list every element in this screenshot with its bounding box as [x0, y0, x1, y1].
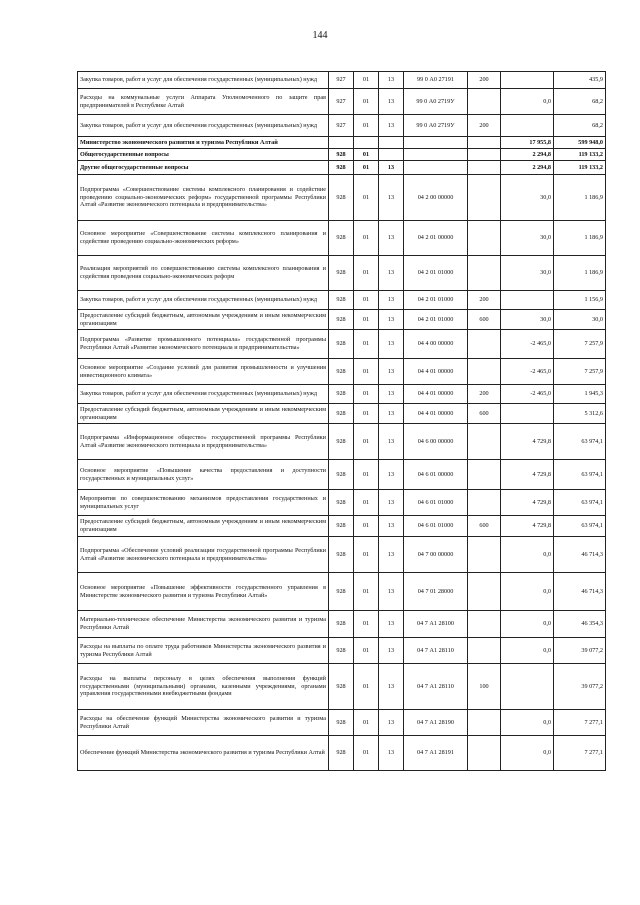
subsection-code: 13 [379, 638, 404, 664]
subsection-code: 13 [379, 385, 404, 404]
amount-change: -2 465,0 [501, 385, 554, 404]
target-article-code: 99 0 А0 27191 [404, 72, 468, 89]
amount-change: -2 465,0 [501, 330, 554, 359]
amount-total: 63 974,1 [554, 490, 606, 516]
target-article-code [404, 137, 468, 149]
table-row [78, 404, 606, 424]
amount-total: 46 354,3 [554, 611, 606, 638]
section-code: 01 [354, 256, 379, 291]
expense-type-code [468, 359, 501, 385]
row-name: Основное мероприятие «Совершенствование системы комплексного планирования и содействие проведению социально-экономических реформ» [78, 221, 329, 256]
amount-change: 4 729,8 [501, 460, 554, 490]
subsection-code: 13 [379, 664, 404, 710]
ministry-code: 928 [329, 638, 354, 664]
expense-type-code: 600 [468, 516, 501, 537]
subsection-code: 13 [379, 404, 404, 424]
target-article-code: 04 7 А1 28100 [404, 611, 468, 638]
expense-type-code [468, 424, 501, 460]
ministry-code: 927 [329, 89, 354, 115]
ministry-code [329, 137, 354, 149]
row-name: Закупка товаров, работ и услуг для обеспечения государственных (муниципальных) нужд [78, 291, 329, 310]
subsection-code: 13 [379, 424, 404, 460]
section-code: 01 [354, 385, 379, 404]
row-name: Основное мероприятие «Повышение эффективности государственного управления в Министерстве экономического развития и туризма Республики Алтай» [78, 573, 329, 611]
section-code: 01 [354, 664, 379, 710]
section-code: 01 [354, 460, 379, 490]
section-code: 01 [354, 310, 379, 330]
table-row [78, 611, 606, 638]
amount-total: 7 277,1 [554, 736, 606, 771]
amount-total: 1 186,9 [554, 221, 606, 256]
table-row [78, 310, 606, 330]
subsection-code: 13 [379, 72, 404, 89]
ministry-code: 928 [329, 537, 354, 573]
target-article-code: 04 4 01 00000 [404, 385, 468, 404]
target-article-code: 04 4 00 00000 [404, 330, 468, 359]
expense-type-code [468, 638, 501, 664]
expense-type-code [468, 490, 501, 516]
subsection-code: 13 [379, 611, 404, 638]
table-row [78, 537, 606, 573]
subsection-code: 13 [379, 175, 404, 221]
table-row [78, 516, 606, 537]
ministry-code: 928 [329, 291, 354, 310]
row-name: Расходы на выплаты по оплате труда работников Министерства экономического развития и туризма Республики Алтай [78, 638, 329, 664]
expense-type-code: 200 [468, 385, 501, 404]
amount-total: 1 156,9 [554, 291, 606, 310]
table-row [78, 664, 606, 710]
target-article-code: 99 0 А0 2719У [404, 89, 468, 115]
amount-total: 5 312,6 [554, 404, 606, 424]
subsection-code: 13 [379, 710, 404, 736]
amount-change: 2 294,8 [501, 161, 554, 175]
section-code [354, 137, 379, 149]
row-name: Министерство экономического развития и туризма Республики Алтай [78, 137, 329, 149]
table-row [78, 710, 606, 736]
table-row [78, 149, 606, 161]
subsection-code: 13 [379, 221, 404, 256]
ministry-code: 928 [329, 330, 354, 359]
ministry-code: 928 [329, 611, 354, 638]
subsection-code: 13 [379, 330, 404, 359]
row-name: Расходы на коммунальные услуги Аппарата Уполномоченного по защите прав предпринимателей в Республике Алтай [78, 89, 329, 115]
target-article-code: 04 2 01 01000 [404, 256, 468, 291]
amount-change: 4 729,8 [501, 490, 554, 516]
expense-type-code [468, 89, 501, 115]
ministry-code: 928 [329, 664, 354, 710]
section-code: 01 [354, 611, 379, 638]
section-code: 01 [354, 115, 379, 137]
section-code: 01 [354, 516, 379, 537]
amount-change: 2 294,8 [501, 149, 554, 161]
table-row [78, 137, 606, 149]
amount-total: 599 948,0 [554, 137, 606, 149]
ministry-code: 928 [329, 490, 354, 516]
table-row [78, 330, 606, 359]
amount-total: 46 714,3 [554, 537, 606, 573]
subsection-code [379, 149, 404, 161]
amount-total: 63 974,1 [554, 424, 606, 460]
amount-total: 39 077,2 [554, 638, 606, 664]
section-code: 01 [354, 89, 379, 115]
amount-change: 4 729,8 [501, 516, 554, 537]
subsection-code [379, 137, 404, 149]
section-code: 01 [354, 404, 379, 424]
row-name: Подпрограмма «Развитие промышленного потенциала» государственной программы Республики Алтай «Развитие экономического потенциала и предпринимательства» [78, 330, 329, 359]
subsection-code: 13 [379, 256, 404, 291]
target-article-code: 04 2 01 00000 [404, 221, 468, 256]
amount-change [501, 404, 554, 424]
section-code: 01 [354, 359, 379, 385]
amount-change: 0,0 [501, 573, 554, 611]
subsection-code: 13 [379, 490, 404, 516]
ministry-code: 928 [329, 359, 354, 385]
target-article-code: 04 7 А1 28191 [404, 736, 468, 771]
table-row [78, 424, 606, 460]
target-article-code: 04 7 А1 28110 [404, 638, 468, 664]
amount-total: 68,2 [554, 115, 606, 137]
subsection-code: 13 [379, 115, 404, 137]
table-row [78, 460, 606, 490]
amount-change: 0,0 [501, 710, 554, 736]
amount-total: 39 077,2 [554, 664, 606, 710]
subsection-code: 13 [379, 573, 404, 611]
page-number: 144 [312, 30, 328, 41]
target-article-code: 04 4 01 00000 [404, 404, 468, 424]
amount-change: 30,0 [501, 310, 554, 330]
amount-change: 17 955,8 [501, 137, 554, 149]
section-code: 01 [354, 149, 379, 161]
amount-total: 1 186,9 [554, 256, 606, 291]
target-article-code: 04 7 01 28000 [404, 573, 468, 611]
amount-change: 0,0 [501, 611, 554, 638]
section-code: 01 [354, 573, 379, 611]
row-name: Подпрограмма «Информационное общество» государственной программы Республики Алтай «Развитие экономического потенциала и предпринимательства» [78, 424, 329, 460]
table-row [78, 573, 606, 611]
section-code: 01 [354, 291, 379, 310]
amount-change: 30,0 [501, 175, 554, 221]
subsection-code: 13 [379, 516, 404, 537]
amount-change: 30,0 [501, 256, 554, 291]
ministry-code: 928 [329, 573, 354, 611]
amount-change: 30,0 [501, 221, 554, 256]
table-row [78, 161, 606, 175]
target-article-code: 04 7 00 00000 [404, 537, 468, 573]
section-code: 01 [354, 175, 379, 221]
target-article-code: 04 6 00 00000 [404, 424, 468, 460]
row-name: Обеспечение функций Министерства экономического развития и туризма Республики Алтай [78, 736, 329, 771]
amount-total: 30,0 [554, 310, 606, 330]
subsection-code: 13 [379, 359, 404, 385]
row-name: Основное мероприятие «Создание условий для развития промышленности и улучшения инвестиционного климата» [78, 359, 329, 385]
amount-change: 0,0 [501, 736, 554, 771]
ministry-code: 928 [329, 424, 354, 460]
subsection-code: 13 [379, 537, 404, 573]
expense-type-code [468, 736, 501, 771]
expense-type-code: 200 [468, 291, 501, 310]
row-name: Подпрограмма «Совершенствование системы комплексного планирования и содействие проведению социально-экономических реформ» государственной программы Республики Алтай «Развитие экономического потенциала и предпринимательства» [78, 175, 329, 221]
ministry-code: 928 [329, 385, 354, 404]
amount-total: 119 133,2 [554, 149, 606, 161]
target-article-code: 99 0 А0 2719У [404, 115, 468, 137]
ministry-code: 928 [329, 404, 354, 424]
section-code: 01 [354, 424, 379, 460]
row-name: Общегосударственные вопросы [78, 149, 329, 161]
section-code: 01 [354, 221, 379, 256]
amount-total: 119 133,2 [554, 161, 606, 175]
amount-total: 7 277,1 [554, 710, 606, 736]
table-row [78, 385, 606, 404]
amount-total: 435,9 [554, 72, 606, 89]
expense-type-code [468, 611, 501, 638]
amount-change [501, 664, 554, 710]
table-row [78, 115, 606, 137]
expense-type-code: 600 [468, 404, 501, 424]
expense-type-code [468, 149, 501, 161]
amount-change [501, 72, 554, 89]
ministry-code: 928 [329, 161, 354, 175]
row-name: Реализация мероприятий по совершенствованию системы комплексного планирования и содействия проведения социально-экономических реформ [78, 256, 329, 291]
expense-type-code: 200 [468, 115, 501, 137]
row-name: Основное мероприятие «Повышение качества предоставления и доступности государственных и муниципальных услуг» [78, 460, 329, 490]
amount-change [501, 291, 554, 310]
ministry-code: 927 [329, 72, 354, 89]
row-name: Закупка товаров, работ и услуг для обеспечения государственных (муниципальных) нужд [78, 115, 329, 137]
row-name: Предоставление субсидий бюджетным, автономным учреждениям и иным некоммерческим организациям [78, 516, 329, 537]
amount-change: 0,0 [501, 638, 554, 664]
expense-type-code [468, 537, 501, 573]
ministry-code: 928 [329, 149, 354, 161]
row-name: Предоставление субсидий бюджетным, автономным учреждениям и иным некоммерческим организациям [78, 310, 329, 330]
table-row [78, 221, 606, 256]
row-name: Подпрограмма «Обеспечение условий реализации государственной программы Республики Алтай «Развитие экономического потенциала и предпринимательства» [78, 537, 329, 573]
expense-type-code [468, 221, 501, 256]
table-row [78, 256, 606, 291]
amount-total: 63 974,1 [554, 460, 606, 490]
target-article-code: 04 6 01 01000 [404, 516, 468, 537]
ministry-code: 928 [329, 310, 354, 330]
amount-total: 68,2 [554, 89, 606, 115]
amount-total: 7 257,9 [554, 359, 606, 385]
table-row [78, 175, 606, 221]
expense-type-code [468, 175, 501, 221]
amount-total: 7 257,9 [554, 330, 606, 359]
row-name: Другие общегосударственные вопросы [78, 161, 329, 175]
section-code: 01 [354, 537, 379, 573]
amount-change [501, 115, 554, 137]
table-row [78, 291, 606, 310]
target-article-code [404, 161, 468, 175]
table-row [78, 89, 606, 115]
section-code: 01 [354, 710, 379, 736]
row-name: Расходы на выплаты персоналу в целях обеспечения выполнения функций государственными (муниципальными) органами, казенными учреждениями, органами управления государственными внебюджетными фондами [78, 664, 329, 710]
section-code: 01 [354, 161, 379, 175]
amount-change: 0,0 [501, 537, 554, 573]
ministry-code: 928 [329, 516, 354, 537]
subsection-code: 13 [379, 89, 404, 115]
ministry-code: 927 [329, 115, 354, 137]
expense-type-code [468, 460, 501, 490]
row-name: Предоставление субсидий бюджетным, автономным учреждениям и иным некоммерческим организациям [78, 404, 329, 424]
subsection-code: 13 [379, 310, 404, 330]
target-article-code [404, 149, 468, 161]
expense-type-code [468, 710, 501, 736]
row-name: Закупка товаров, работ и услуг для обеспечения государственных (муниципальных) нужд [78, 72, 329, 89]
expense-type-code [468, 256, 501, 291]
expense-type-code [468, 573, 501, 611]
ministry-code: 928 [329, 736, 354, 771]
row-name: Мероприятия по совершенствованию механизмов предоставления государственных и муниципальных услуг [78, 490, 329, 516]
section-code: 01 [354, 638, 379, 664]
expense-type-code [468, 137, 501, 149]
target-article-code: 04 6 01 00000 [404, 460, 468, 490]
expense-type-code [468, 330, 501, 359]
section-code: 01 [354, 72, 379, 89]
subsection-code: 13 [379, 736, 404, 771]
row-name: Расходы на обеспечение функций Министерства экономического развития и туризма Республики Алтай [78, 710, 329, 736]
expense-type-code: 200 [468, 72, 501, 89]
section-code: 01 [354, 490, 379, 516]
amount-total: 1 945,3 [554, 385, 606, 404]
subsection-code: 13 [379, 460, 404, 490]
target-article-code: 04 6 01 01000 [404, 490, 468, 516]
target-article-code: 04 7 А1 28110 [404, 664, 468, 710]
ministry-code: 928 [329, 710, 354, 736]
budget-table [77, 71, 606, 771]
subsection-code: 13 [379, 291, 404, 310]
target-article-code: 04 2 01 01000 [404, 291, 468, 310]
subsection-code: 13 [379, 161, 404, 175]
target-article-code: 04 2 00 00000 [404, 175, 468, 221]
target-article-code: 04 7 А1 28190 [404, 710, 468, 736]
target-article-code: 04 2 01 01000 [404, 310, 468, 330]
expense-type-code: 600 [468, 310, 501, 330]
ministry-code: 928 [329, 221, 354, 256]
row-name: Закупка товаров, работ и услуг для обеспечения государственных (муниципальных) нужд [78, 385, 329, 404]
expense-type-code [468, 161, 501, 175]
amount-total: 46 714,3 [554, 573, 606, 611]
target-article-code: 04 4 01 00000 [404, 359, 468, 385]
amount-total: 63 974,1 [554, 516, 606, 537]
table-row [78, 359, 606, 385]
ministry-code: 928 [329, 256, 354, 291]
ministry-code: 928 [329, 460, 354, 490]
amount-total: 1 186,9 [554, 175, 606, 221]
table-row [78, 736, 606, 771]
ministry-code: 928 [329, 175, 354, 221]
amount-change: -2 465,0 [501, 359, 554, 385]
table-row [78, 490, 606, 516]
table-row [78, 638, 606, 664]
amount-change: 4 729,8 [501, 424, 554, 460]
amount-change: 0,0 [501, 89, 554, 115]
section-code: 01 [354, 330, 379, 359]
table-row [78, 72, 606, 89]
section-code: 01 [354, 736, 379, 771]
expense-type-code: 100 [468, 664, 501, 710]
row-name: Материально-техническое обеспечение Министерства экономического развития и туризма Республики Алтай [78, 611, 329, 638]
